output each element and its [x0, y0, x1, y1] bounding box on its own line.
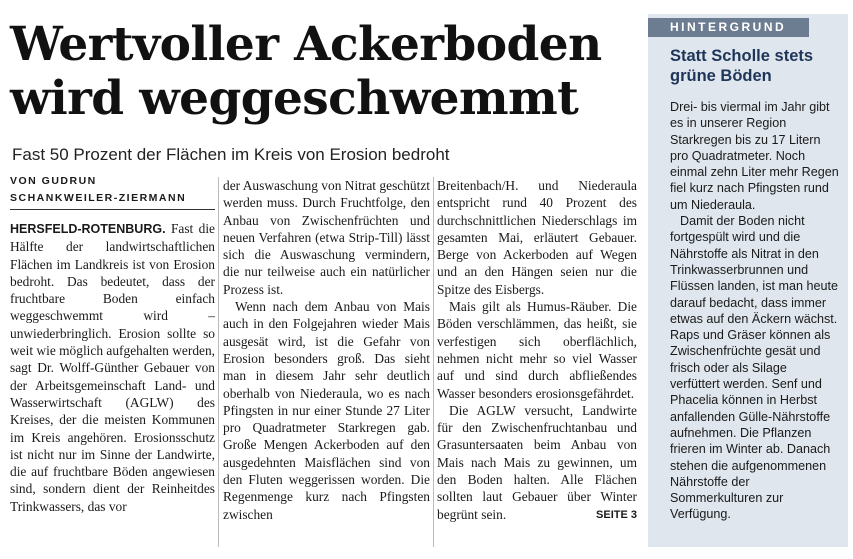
article-paragraph — [437, 402, 637, 523]
byline — [10, 173, 215, 210]
sidebar-paragraph: Damit der Boden nicht fortgespült wird und die Nährstoffe als Nitrat in den Trinkwasserbrunnen und Flüssen landen, ist man heute darauf bedacht, dass immer etwas auf den Äckern wächst. Raps und Gräser können als Zwischenfrüchte gesät und frisch oder als Silage verfüttert werden. Senf und Phacelia können in Herbst anfallenden Gülle-Nährstoffe aufnehmen. Die Pflanzen frieren im Winter ab. Danach stehen die aufgenommenen Nährstoffe der Sommerkulturen zur Verfügung. — [670, 214, 839, 522]
article-paragraph: Wenn nach dem Anbau von Mais auch in den Folgejahren wieder Mais ausgesät wird, ist die Gefahr von Erosion besonders groß. Das sieht man in diesem Jahr sehr deutlich oberhalb von Niederaula, wo es nach Pfingsten in nur einer Stunde 27 Liter pro Quadratmeter Starkregen gab. Große Mengen Ackerboden auf den ausgedehnten Maisflächen sind von den Fluten weggerissen worden. Die Regenmenge kurz nach Pfingsten zwischen — [223, 299, 430, 522]
byline-line-1: VON GUDRUN — [10, 175, 97, 187]
sidebar-body — [670, 99, 840, 523]
paragraph-text: Fast die Hälfte der landwirtschaftlichen Flächen im Landkreis ist von Erosion bedroht. Das bedeutet, dass der fruchtbare Boden einfach weggeschwemmt wird – unwiederbringlich. Erosion sollte so weit wie möglich aufgehalten werden, sagt Dr. Wolff-Günther Gebauer von der Arbeitsgemeinschaft Land- und Wasserwirtschaft (AGLW) des Kreises, der die meisten Kommunen im Kreis angehören. Erosionsschutz ist nicht nur im Sinne der Landwirte, die auf fruchtbare Böden angewiesen sind, sondern dient der Reinheitdes Trinkwassers, das vor — [10, 221, 215, 514]
paragraph-text: Die AGLW versucht, Landwirte für den Zwischenfruchtanbau und Grasuntersaaten beim Anbau von Mais nach Mais zu gewinnen, um den Boden halten. Alle Flächen sollten laut Gebauer über Winter begrünt sein. — [437, 402, 637, 522]
sidebar-tag: HINTERGRUND — [648, 18, 809, 37]
dateline: HERSFELD-ROTENBURG. — [10, 222, 166, 236]
column-divider — [433, 177, 434, 547]
page-reference: SEITE 3 — [596, 508, 637, 521]
article-column-1 — [10, 220, 215, 515]
sidebar-paragraph: Drei- bis viermal im Jahr gibt es in unserer Region Starkregen bis zu 17 Litern pro Quadratmeter. Noch einmal zehn Liter mehr Regen fiel kurz nach Pfingsten rund um Niederaula. — [670, 100, 839, 212]
article-paragraph: der Auswaschung von Nitrat geschützt werden muss. Durch Fruchtfolge, den Anbau von Zwischenfrüchten und neuen Verfahren (etwa Strip-Till) lässt sich die Auswaschung vermindern, die nur teilweise auch ein natürlicher Prozess ist. — [223, 178, 430, 297]
sidebar-title: Statt Scholle stets grüne Böden — [670, 47, 814, 85]
subheadline: Fast 50 Prozent der Flächen im Kreis von Erosion bedroht — [12, 145, 450, 164]
article-column-2 — [223, 177, 430, 523]
byline-line-2: SCHANKWEILER-ZIERMANN — [10, 192, 187, 204]
background-sidebar — [648, 14, 848, 547]
article-column-3 — [437, 177, 637, 524]
headline-line-2: wird weggeschwemmt — [10, 71, 579, 126]
column-divider — [218, 177, 219, 547]
article-paragraph: Breitenbach/H. und Niederaula entspricht rund 40 Prozent des durchschnittlichen Niederschlags im gesamten Mai, erläutert Gebauer. Berge von Ackerboden auf Wegen und an den Hängen seien nur die Spitze des Eisbergs. — [437, 178, 637, 297]
headline — [10, 18, 640, 126]
byline-divider — [10, 209, 215, 210]
headline-line-1: Wertvoller Ackerboden — [10, 17, 602, 72]
article-paragraph: Mais gilt als Humus-Räuber. Die Böden verschlämmen, das heißt, sie verfestigen sich oberflächlich, nehmen nicht mehr so viel Wasser auf und sind durch abfließendes Wasser besonders erosionsgefährdet. — [437, 299, 637, 401]
article-paragraph — [10, 220, 215, 515]
